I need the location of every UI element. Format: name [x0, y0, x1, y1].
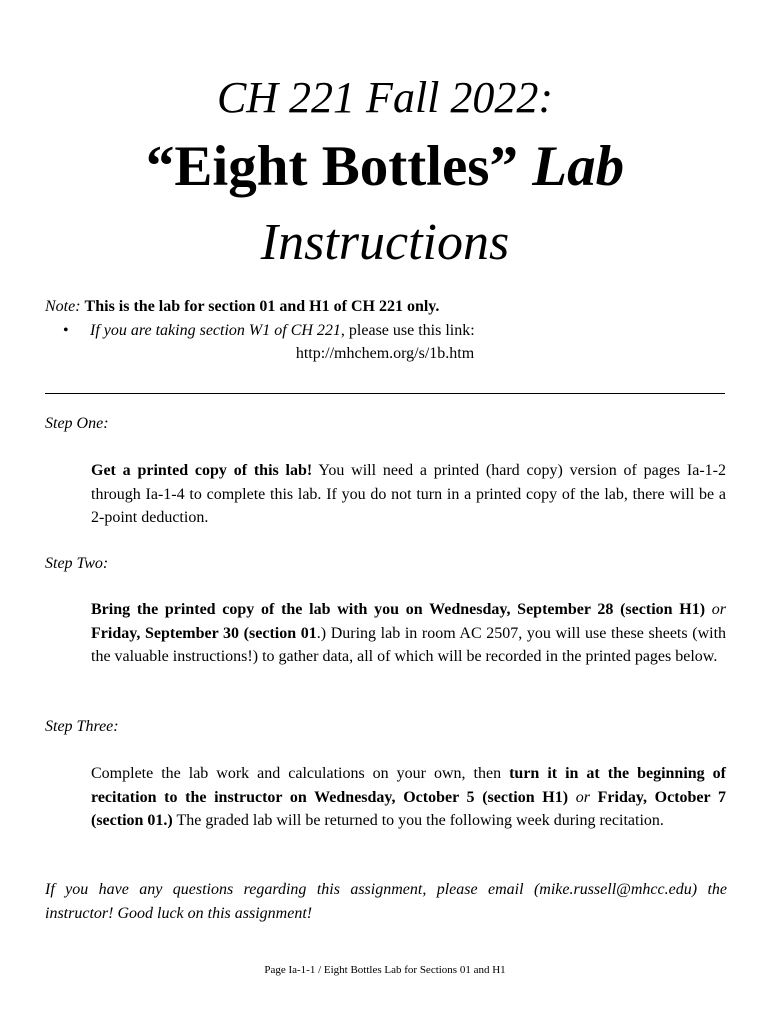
step-two-label: Step Two: — [45, 555, 109, 572]
step-one-rest: You will need a printed (hard copy) version of pages Ia-1-2 through Ia-1-4 to complete this lab. If you do not turn in a printed copy of the lab, there will be a 2-point deduction. — [91, 462, 726, 526]
step-two-or: or — [711, 601, 727, 618]
title-instructions: Instructions — [260, 214, 510, 271]
alternate-link[interactable]: http://mhchem.org/s/1b.htm — [295, 345, 475, 362]
step-one-bold: Get a printed copy of this lab! — [91, 462, 313, 479]
note-lead: Note: — [45, 298, 81, 315]
section-divider — [45, 393, 725, 394]
step-three-or: or — [575, 788, 590, 806]
note-line — [45, 296, 735, 318]
page-footer: Page Ia-1-1 / Eight Bottles Lab for Sections 01 and H1 — [264, 964, 506, 976]
note-bullet-italic: If you are taking section W1 of CH 221 — [90, 322, 341, 339]
step-three-label: Step Three: — [45, 718, 119, 735]
step-three-rest: The graded lab will be returned to you the following week during recitation. — [172, 812, 664, 829]
title-lab-name — [0, 134, 770, 200]
step-three-text — [91, 762, 726, 833]
step-three-bold-2: Friday, October 7 (section 01.) — [91, 788, 727, 829]
title-course-term: CH 221 Fall 2022: — [216, 73, 554, 122]
note-bullet-rest: , please use this link: — [340, 322, 475, 339]
title-lab-name-bold: “Eight Bottles” — [145, 135, 518, 198]
step-two-bold-1: Bring the printed copy of the lab with you on Wednesday, September 28 (section H1) — [91, 601, 706, 618]
step-two-dot: .) — [316, 624, 327, 642]
note-text: This is the lab for section 01 and H1 of CH 221 only. — [84, 298, 440, 315]
title-lab-word: Lab — [532, 135, 625, 198]
bullet-dot-icon: • — [63, 322, 69, 339]
step-two-rest: During lab in room AC 2507, you will use these sheets (with the valuable instructions!) to gather data, all of which will be recorded in the printed pages below. — [91, 624, 727, 665]
step-three-plain: Complete the lab work and calculations on your own, then — [91, 765, 510, 782]
note-bullet — [63, 320, 733, 342]
closing-note: If you have any questions regarding this assignment, please email (mike.russell@mhcc.edu) the instructor! Good luck on this assignment! — [45, 881, 727, 922]
step-three-bold-1: turn it in at the beginning of recitation to the instructor on Wednesday, October 5 (section H1) — [91, 765, 726, 806]
step-one-text — [91, 459, 726, 530]
step-two-bold-2: Friday, September 30 (section 01 — [91, 624, 317, 642]
step-two-text — [91, 598, 726, 669]
step-one-label: Step One: — [45, 415, 109, 432]
